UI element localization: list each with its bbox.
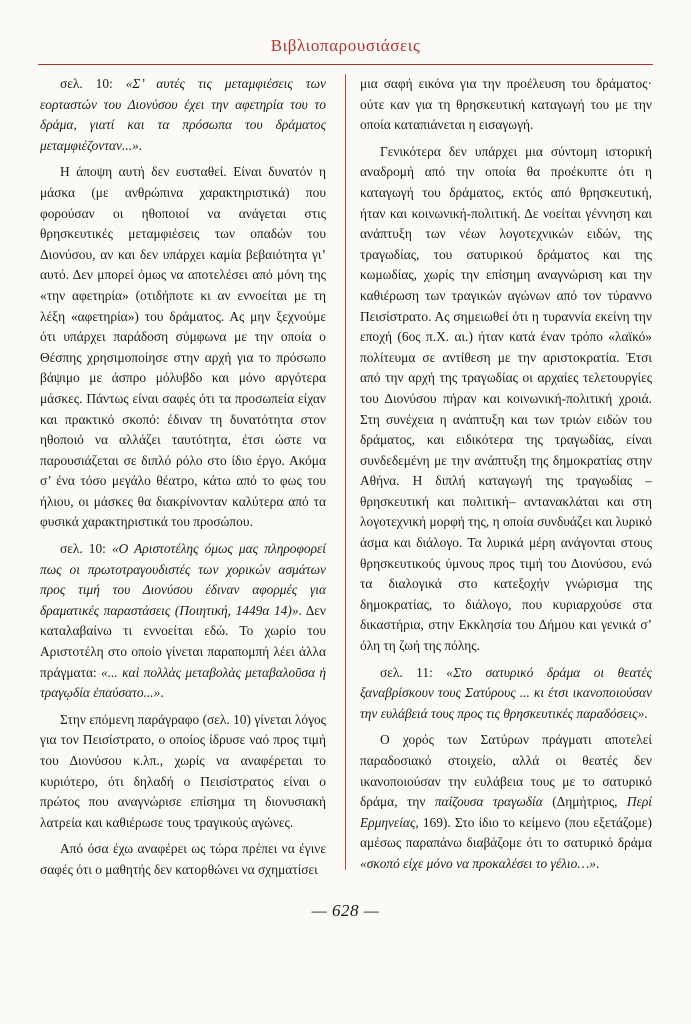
- quotation: «σκοπό είχε μόνο να προκαλέσει το γέλιο…»: [360, 855, 596, 871]
- work-title: Περί Ερμηνείας: [360, 794, 653, 830]
- paragraph: μια σαφή εικόνα για την προέλευση του δράματος· ούτε καν για τη θρησκευτική καταγωγή του με την οποία καταπιάνεται η εισαγωγή.: [360, 76, 652, 133]
- page-reference: σελ. 10:: [60, 541, 112, 557]
- italic-term: παίζουσα τραγωδία: [434, 794, 543, 810]
- right-column: [360, 74, 652, 875]
- paragraph: [360, 663, 652, 725]
- column-divider: [345, 74, 346, 870]
- text-run: .: [644, 705, 648, 721]
- page-number: — 628 —: [311, 901, 380, 920]
- header-rule: [38, 64, 653, 65]
- left-column: [40, 74, 326, 881]
- text-run: (Δημήτριος,: [542, 794, 627, 810]
- paragraph: [40, 74, 326, 156]
- page-reference: σελ. 11:: [380, 664, 447, 680]
- running-header: Βιβλιοπαρουσιάσεις: [270, 36, 421, 55]
- quotation: «Στο σατυρικό δράμα οι θεατές ξαναβρίσκουν τους Σατύρους ... κι έτσι ικανοποιούσαν την ευλάβειά τους προς τις θρησκευτικές παραδόσεις»: [360, 664, 652, 721]
- quotation: «Σ’ αυτές τις μεταμφιέσεις των εορταστών του Διονύσου έχει την αφετηρία του το δράμα, γιατί και τα πρόσωπα του δράματος μεταμφιέζονταν...»: [40, 76, 326, 153]
- page-reference: σελ. 10:: [60, 76, 126, 91]
- paragraph: [40, 539, 326, 704]
- paragraph: Από όσα έχω αναφέρει ως τώρα πρέπει να έγινε σαφές ότι ο μαθητής δεν κατορθώνει να σχηματίσει: [40, 841, 326, 877]
- text-run: , 169). Στο ίδιο το κείμενο (που εξετάζομε) αμέσως παραπάνω διαβάζομε ότι το σατυρικό δράμα: [360, 814, 652, 851]
- paragraph: [360, 730, 652, 874]
- paragraph: Γενικότερα δεν υπάρχει μια σύντομη ιστορική αναδρομή από την οποία θα προέκυπτε ότι η καταγωγή του δράματος, εκτός από θρησκευτική, ήταν και κοινωνική-πολιτική. Δε νοείται γέννηση και ανάπτυξη των νέων λογοτεχνικών ειδών, της τραγωδίας, του σατυρικού δράματος και της κωμωδίας, χωρίς την επίσημη αναγνώριση και την καθιέρωση των τραγικών αγώνων από τον τύραννο Πεισίστρατο. Ας σημειωθεί ότι η τυραννία εκείνη την εποχή (6ος π.Χ. αι.) ήταν κατά έναν τρόπο «λαϊκό» πολίτευμα σε αντίθεση με την αριστοκρατία. Έτσι από την αρχή της τραγωδίας οι αρχαίες τελετουργίες του Διονύσου πήραν και κοινωνική-πολιτική χροιά. Στη συνέχεια η ανάπτυξη και των τριών ειδών του δράματος, και ειδικότερα της τραγωδίας, είναι συνδεδεμένη με την ανάπτυξη της δημοκρατίας στην Αθήνα. Η διπλή καταγωγή της τραγωδίας –θρησκευτική και πολιτική– αντανακλάται και στη λογοτεχνική μορφή της, η οποία συνδυάζει και λυρικό άσμα και διάλογο. Τα λυρικά μέρη ανάγονται στους θρησκευτικούς ύμνους προς τιμή του Διονύσου, ενώ τα διαλογικά στο κατεξοχήν γνώρισμα της δημοκρατίας, το διάλογο, που κυριαρχούσε στα δικαστήρια, στην Εκκλησία του Δήμου και γενικά σ’ όλη τη ζωή της πόλης.: [360, 143, 652, 654]
- text-run: .: [138, 137, 143, 153]
- quotation: «Ο Αριστοτέλης όμως μας πληροφορεί πως οι πρωτοτραγουδιστές των χορικών ασμάτων προς τιμή του Διονύσου έδιναν αφορμές για δραματικές παραστάσεις (Ποιητική, 1449α 14)»: [40, 541, 326, 618]
- text-run: . Δεν καταλαβαίνω τι εννοείται εδώ. Το χωρίο του Αριστοτέλη στο οποίο γίνεται παραπομπή λέει άλλα πράγματα:: [40, 602, 326, 680]
- text-run: .: [160, 685, 164, 701]
- text-run: .: [595, 855, 600, 871]
- paragraph: Η άποψη αυτή δεν ευσταθεί. Είναι δυνατόν η μάσκα (με ανθρώπινα χαρακτηριστικά) που φορούσαν οι ηθοποιοί να ανάγεται στις θρησκευτικές μεταμφιέσεις των οπαδών του Διονύσου, αν και δεν υπάρχει καμία βεβαιότητα γι’ αυτό. Δεν μπορεί όμως να αποτελέσει από μόνη της «την αφετηρία» (οτιδήποτε κι αν εννοείται με τη λέξη «αφετηρία») του δράματος. Ας μην ξεχνούμε ότι υπάρχει παράδοση σύμφωνα με την οποία ο Θέσπης χρησιμοποίησε στην αρχή για το πρόσωπο βάψιμο με άσπρο μόλυβδο και μόνο αργότερα μάσκες. Πάντως είναι σαφές ότι τα προσωπεία είχαν και πρακτικό σκοπό: έδιναν τη δυνατότητα στον ηθοποιό να αλλάζει ταυτότητα, έτσι ώστε να παρουσιάζεται σε διπλό ρόλο στο ίδιο έργο. Ακόμα σ’ ένα τόσο μεγάλο θέατρο, κάτω από το φως του ήλιου, οι μάσκες θα διακρίνονταν καλύτερα από τα φυσικά χαρακτηριστικά του προσώπου.: [40, 164, 326, 530]
- text-run: Ο χορός των Σατύρων πράγματι αποτελεί παραδοσιακό στοιχείο, αλλά οι θεατές δεν ικανοποιούσαν την ευλάβεια τους με το σατυρικό δράμα, την: [360, 732, 652, 810]
- paragraph: Στην επόμενη παράγραφο (σελ. 10) γίνεται λόγος για τον Πεισίστρατο, ο οποίος ίδρυσε ναό προς τιμή του Διονύσου κ.λπ., χωρίς να αναφέρεται το κυριότερο, ότι δηλαδή ο Πεισίστρατος είναι ο πρώτος που αναγνώρισε επίσημα τη διονυσιακή λατρεία και καθιέρωσε τους τραγικούς αγώνες.: [40, 711, 326, 830]
- quotation: «... καὶ πολλὰς μεταβολὰς μεταβαλοῦσα ἡ τραγῳδία ἐπαύσατο...»: [40, 664, 326, 701]
